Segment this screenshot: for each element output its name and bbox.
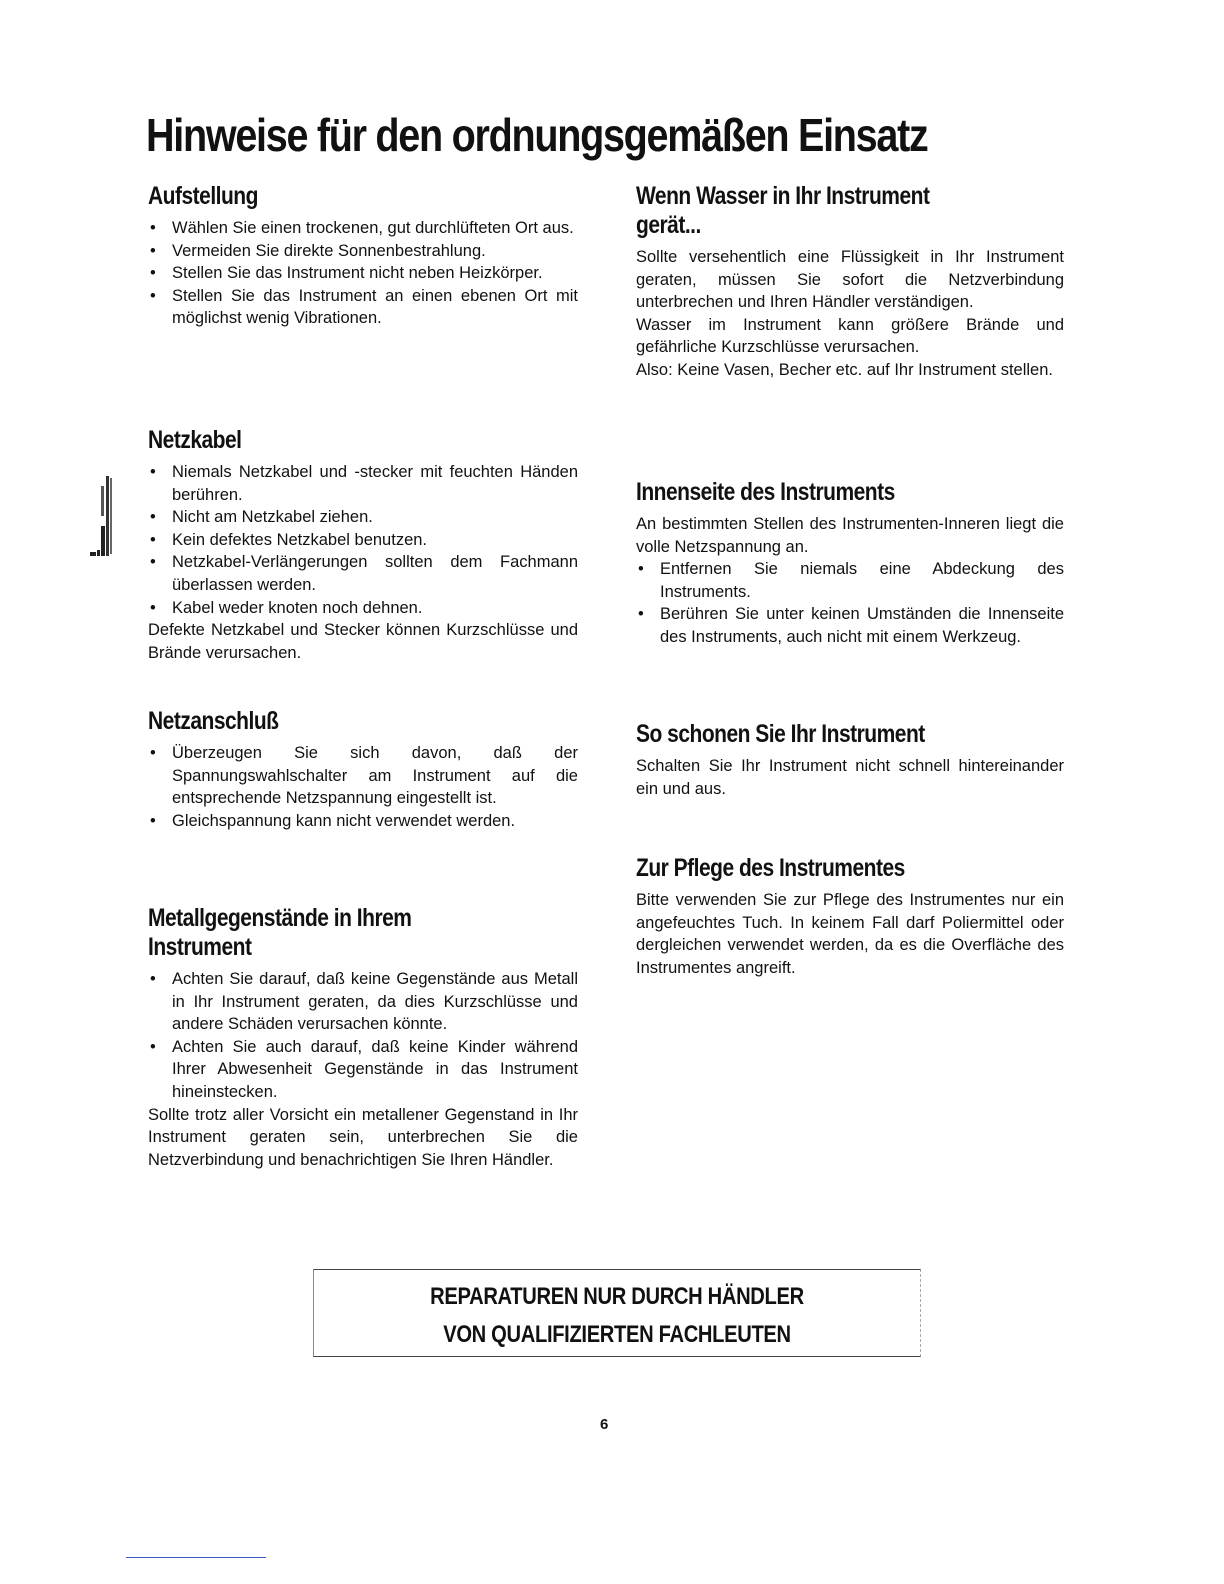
list-netzanschluss: [148, 742, 578, 832]
section-netzanschluss: [148, 707, 578, 832]
list-item: • Kabel weder knoten noch dehnen.: [148, 597, 578, 620]
wasser-paragraph: Also: Keine Vasen, Becher etc. auf Ihr Instrument stellen.: [636, 360, 1053, 379]
heading-aufstellung: Aufstellung: [148, 182, 258, 210]
list-item: • Nicht am Netzkabel ziehen.: [148, 506, 578, 529]
list-item: • Achten Sie auch darauf, daß keine Kinder während Ihrer Abwesenheit Gegenstände in das Instrument hineinstecken.: [148, 1036, 578, 1104]
list-item: • Überzeugen Sie sich davon, daß der Spannungswahlschalter am Instrument auf die entsprechende Netzspannung eingestellt ist.: [148, 742, 578, 810]
list-item: • Berühren Sie unter keinen Umständen die Innenseite des Instruments, auch nicht mit einem Werkzeug.: [636, 603, 1064, 648]
repair-notice-box: [313, 1269, 921, 1357]
list-item: • Wählen Sie einen trockenen, gut durchlüfteten Ort aus.: [148, 217, 578, 240]
list-item: • Kein defektes Netzkabel benutzen.: [148, 529, 578, 552]
innenseite-intro: An bestimmten Stellen des Instrumenten-Inneren liegt die volle Netzspannung an.: [636, 515, 1064, 556]
heading-wasser: Wenn Wasser in Ihr Instrument gerät...: [636, 182, 930, 239]
heading-netzkabel: Netzkabel: [148, 426, 242, 454]
wasser-paragraph: Sollte versehentlich eine Flüssigkeit in Ihr Instrument geraten, müssen Sie sofort die Netzverbindung unterbrechen und Ihren Händler verständigen.: [636, 248, 1064, 312]
section-metallgegenstaende: [148, 904, 578, 1171]
page-title: Hinweise für den ordnungsgemäßen Einsatz: [146, 109, 928, 161]
heading-netzanschluss: Netzanschluß: [148, 707, 279, 735]
margin-registration-marks: [88, 466, 114, 566]
section-netzkabel: [148, 426, 578, 664]
notice-line-2: VON QUALIFIZIERTEN FACHLEUTEN: [443, 1321, 791, 1348]
section-schonen: [636, 720, 1064, 800]
netzkabel-note: Defekte Netzkabel und Stecker können Kurzschlüsse und Brände verursachen.: [148, 621, 578, 662]
list-item: • Niemals Netzkabel und -stecker mit feuchten Händen berühren.: [148, 461, 578, 506]
list-aufstellung: [148, 217, 578, 330]
notice-line-1: REPARATUREN NUR DURCH HÄNDLER: [430, 1283, 804, 1310]
heading-metallgegenstaende: Metallgegenstände in Ihrem Instrument: [148, 904, 412, 961]
pflege-text: Bitte verwenden Sie zur Pflege des Instrumentes nur ein angefeuchtes Tuch. In keinem Fall darf Poliermittel oder dergleichen verwendet werden, da es die Overfläche des Instrumentes angreift.: [636, 891, 1064, 977]
section-wasser: [636, 182, 1064, 382]
list-item: • Gleichspannung kann nicht verwendet werden.: [148, 810, 578, 833]
list-metallgegenstaende: [148, 968, 578, 1104]
metall-note: Sollte trotz aller Vorsicht ein metallener Gegenstand in Ihr Instrument geraten sein, unterbrechen Sie die Netzverbindung und benachrichtigen Sie Ihren Händler.: [148, 1105, 578, 1169]
list-netzkabel: [148, 461, 578, 619]
heading-pflege: Zur Pflege des Instrumentes: [636, 854, 905, 882]
list-item: • Vermeiden Sie direkte Sonnenbestrahlung.: [148, 240, 578, 263]
schonen-text: Schalten Sie Ihr Instrument nicht schnell hintereinander ein und aus.: [636, 757, 1064, 798]
footer-rule: [126, 1557, 266, 1558]
section-innenseite: [636, 478, 1064, 649]
list-innenseite: [636, 558, 1064, 648]
section-pflege: [636, 854, 1064, 979]
list-item: • Netzkabel-Verlängerungen sollten dem Fachmann überlassen werden.: [148, 551, 578, 596]
heading-schonen: So schonen Sie Ihr Instrument: [636, 720, 925, 748]
list-item: • Achten Sie darauf, daß keine Gegenstände aus Metall in Ihr Instrument geraten, da dies Kurzschlüsse und andere Schäden verursachen könnte.: [148, 968, 578, 1036]
list-item: • Entfernen Sie niemals eine Abdeckung des Instruments.: [636, 558, 1064, 603]
section-aufstellung: [148, 182, 578, 330]
list-item: • Stellen Sie das Instrument nicht neben Heizkörper.: [148, 262, 578, 285]
wasser-paragraph: Wasser im Instrument kann größere Brände und gefährliche Kurzschlüsse verursachen.: [636, 315, 1064, 357]
page-number: 6: [600, 1416, 609, 1433]
list-item: • Stellen Sie das Instrument an einen ebenen Ort mit möglichst wenig Vibrationen.: [148, 285, 578, 330]
heading-innenseite: Innenseite des Instruments: [636, 478, 895, 506]
